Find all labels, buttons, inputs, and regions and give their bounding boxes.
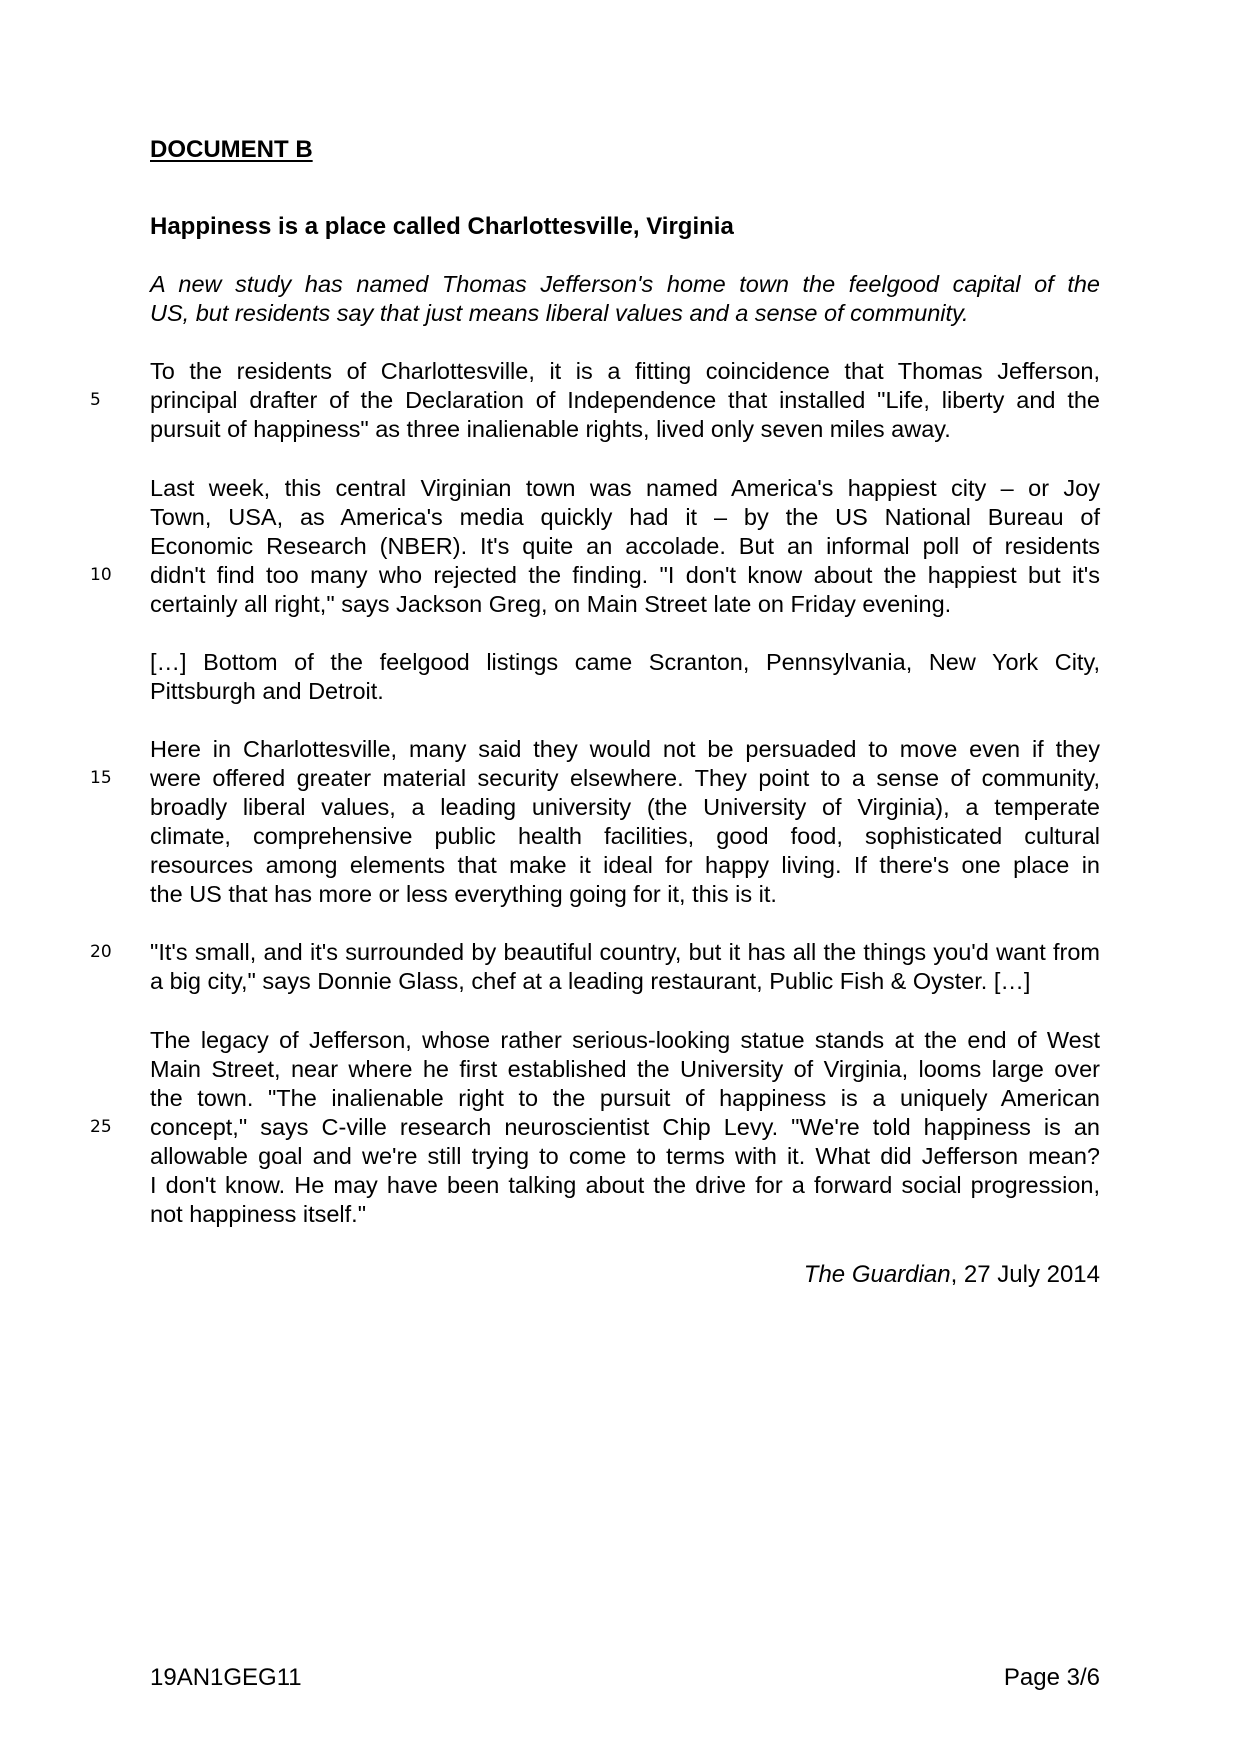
article-standfirst	[150, 270, 1100, 328]
article-source	[804, 1260, 1100, 1289]
text-line: The legacy of Jefferson, whose rather serious-looking statue stands at the end of West	[150, 1027, 1100, 1053]
paragraph	[90, 357, 1100, 444]
text-line: pursuit of happiness" as three inalienable rights, lived only seven miles away.	[150, 416, 951, 442]
line-number: 5	[90, 390, 101, 410]
footer-page-number: Page 3/6	[1003, 1664, 1100, 1691]
text-line: US, but residents say that just means liberal values and a sense of community.	[150, 300, 969, 326]
text-line: principal drafter of the Declaration of Independence that installed "Life, liberty and the	[150, 387, 1100, 413]
source-date: , 27 July 2014	[950, 1261, 1100, 1288]
text-line: Main Street, near where he first established the University of Virginia, looms large over	[150, 1056, 1100, 1082]
article-title: Happiness is a place called Charlottesville, Virginia	[150, 213, 734, 240]
text-line: not happiness itself."	[150, 1201, 367, 1227]
text-line: I don't know. He may have been talking about the drive for a forward social progression,	[150, 1172, 1100, 1198]
footer-exam-code: 19AN1GEG11	[150, 1664, 302, 1691]
text-line: the town. "The inalienable right to the pursuit of happiness is a uniquely American	[150, 1085, 1100, 1111]
line-number: 10	[90, 565, 112, 585]
text-line: To the residents of Charlottesville, it is a fitting coincidence that Thomas Jefferson,	[150, 358, 1100, 384]
text-line: Town, USA, as America's media quickly had it – by the US National Bureau of	[150, 504, 1100, 530]
document-label: DOCUMENT B	[150, 136, 313, 163]
text-line: certainly all right," says Jackson Greg, on Main Street late on Friday evening.	[150, 591, 952, 617]
text-line: didn't find too many who rejected the finding. "I don't know about the happiest but it's	[150, 562, 1100, 588]
text-line: Pittsburgh and Detroit.	[150, 678, 384, 704]
paragraph	[90, 474, 1100, 619]
text-line: the US that has more or less everything going for it, this is it.	[150, 881, 777, 907]
line-number: 15	[90, 768, 112, 788]
text-line: resources among elements that make it ideal for happy living. If there's one place in	[150, 852, 1100, 878]
line-number: 20	[90, 942, 112, 962]
text-line: a big city," says Donnie Glass, chef at a leading restaurant, Public Fish & Oyster. […]	[150, 968, 1031, 994]
text-line: concept," says C-ville research neuroscientist Chip Levy. "We're told happiness is an	[150, 1114, 1100, 1140]
text-line: […] Bottom of the feelgood listings came Scranton, Pennsylvania, New York City,	[150, 649, 1100, 675]
text-line: broadly liberal values, a leading university (the University of Virginia), a temperate	[150, 794, 1100, 820]
paragraph	[90, 938, 1100, 996]
text-line: Last week, this central Virginian town was named America's happiest city – or Joy	[150, 475, 1100, 501]
text-line: A new study has named Thomas Jefferson's home town the feelgood capital of the	[150, 271, 1100, 297]
text-line: allowable goal and we're still trying to come to terms with it. What did Jefferson mean?	[150, 1143, 1100, 1169]
text-line: Here in Charlottesville, many said they would not be persuaded to move even if they	[150, 736, 1100, 762]
paragraph	[90, 1026, 1100, 1229]
paragraph	[90, 735, 1100, 909]
paragraph	[150, 648, 1100, 706]
text-line: "It's small, and it's surrounded by beautiful country, but it has all the things you'd want from	[150, 939, 1100, 965]
text-line: climate, comprehensive public health facilities, good food, sophisticated cultural	[150, 823, 1100, 849]
line-number: 25	[90, 1117, 112, 1137]
text-line: were offered greater material security elsewhere. They point to a sense of community,	[150, 765, 1100, 791]
text-line: Economic Research (NBER). It's quite an accolade. But an informal poll of residents	[150, 533, 1100, 559]
source-publication: The Guardian	[803, 1261, 951, 1288]
